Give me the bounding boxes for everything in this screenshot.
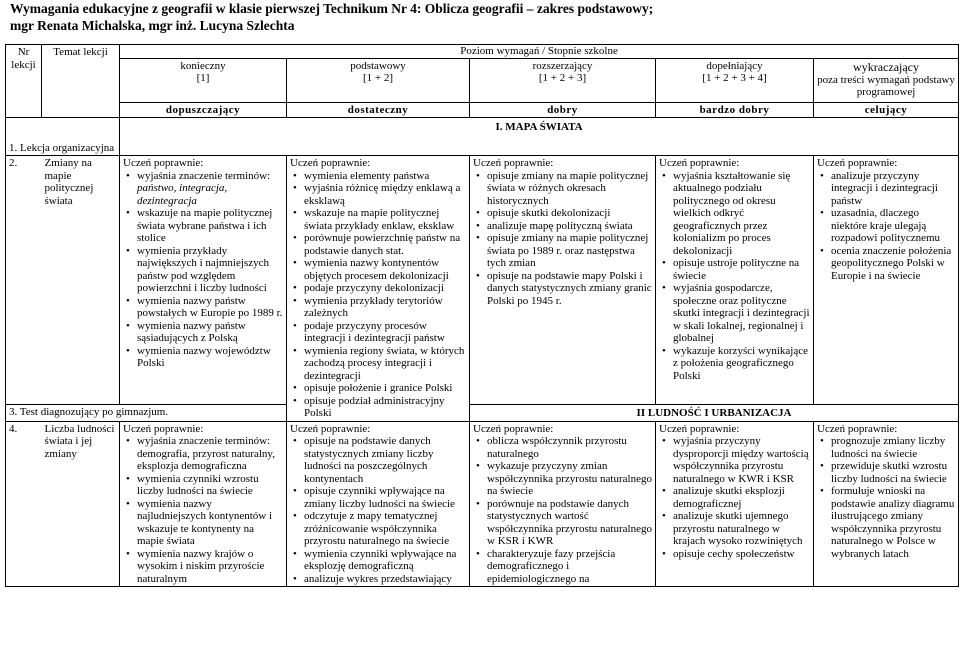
cell-intro: Uczeń poprawnie: (123, 422, 204, 435)
requirement-item: • wymienia nazwy kontynentów objętych procesem dekolonizacji (304, 257, 466, 282)
requirement-item: • przewiduje skutki wzrostu liczby ludności na świecie (831, 460, 955, 485)
requirement-item: • analizuje wykres przedstawiający (304, 573, 466, 586)
requirement-item: • wyjaśnia znaczenie terminów: państwo, integracja, dezintegracja (137, 170, 283, 208)
cell-intro: Uczeń poprawnie: (290, 422, 371, 435)
requirement-item: • opisuje cechy społeczeństw (673, 548, 810, 561)
lesson-3-row (6, 404, 959, 421)
l4-konieczny (120, 421, 287, 587)
requirement-item: • wymienia przykłady terytoriów zależnych (304, 295, 466, 320)
grade-dobry: dobry (470, 102, 656, 118)
requirement-item: • wskazuje na mapie politycznej świata wybrane państwa i ich stolice (137, 207, 283, 245)
cell-intro: Uczeń poprawnie: (290, 157, 371, 169)
lesson-1-row (6, 118, 959, 156)
requirement-item: • porównuje powierzchnię państw na podstawie danych stat. (304, 232, 466, 257)
level-wykraczajacy: wykraczający poza treści wymagań podstawy programowej (814, 58, 959, 102)
requirement-item: • wymienia regiony świata, w których zachodzą procesy integracji i dezintegracji (304, 345, 466, 383)
requirement-item: • wyjaśnia kształtowanie się aktualnego podziału politycznego od okresu wielkich odkryć geograficznych przez kolonializm po proces dekolonizacji (673, 170, 810, 258)
requirement-item: • opisuje położenie i granice Polski (304, 382, 466, 395)
requirement-item: • porównuje na podstawie danych statystycznych wartość współczynnika przyrostu naturalnego w KSR i KWR (487, 498, 652, 548)
cell-intro: Uczeń poprawnie: (659, 422, 740, 435)
section-title-map: I. MAPA ŚWIATA (120, 118, 959, 156)
lesson-1: 1. Lekcja organizacyjna (6, 118, 120, 156)
requirement-item: • wyjaśnia gospodarcze, społeczne oraz polityczne skutki integracji i dezintegracji w skali lokalnej, regionalnej i globalnej (673, 282, 810, 345)
requirement-item: • wymienia elementy państwa (304, 170, 466, 183)
requirement-item: • wymienia czynniki wpływające na eksplozję demograficzną (304, 548, 466, 573)
grade-celujacy: celujący (814, 102, 959, 118)
requirement-item: • uzasadnia, dlaczego niektóre kraje ulegają rozpadowi politycznemu (831, 207, 955, 245)
requirement-item: • opisuje czynniki wpływające na zmiany liczby ludności na świecie (304, 485, 466, 510)
requirement-item: • oblicza współczynnik przyrostu naturalnego (487, 435, 652, 460)
requirement-item: • wykazuje korzyści wynikające z położenia geograficznego Polski (673, 345, 810, 383)
level-podstawowy: podstawowy [1 + 2] (287, 58, 470, 102)
grade-bardzo-dobry: bardzo dobry (656, 102, 814, 118)
l2-podstawowy (287, 156, 470, 422)
requirement-item: • wykazuje przyczyny zmian współczynnika przyrostu naturalnego na świecie (487, 460, 652, 498)
requirement-item: • analizuje przyczyny integracji i dezintegracji państw (831, 170, 955, 208)
requirement-item: • analizuje skutki eksplozji demograficznej (673, 485, 810, 510)
requirement-item: • opisuje na podstawie danych statystycznych zmiany liczby ludności na poszczególnych kontynentach (304, 435, 466, 485)
requirement-item: • charakteryzuje fazy przejścia demograficznego i epidemiologicznego na (487, 548, 652, 586)
requirement-item: • analizuje mapę polityczną świata (487, 220, 652, 233)
requirement-item: • podaje przyczyny procesów integracji i dezintegracji państw (304, 320, 466, 345)
requirement-item: • wymienia nazwy państw powstałych w Europie po 1989 r. (137, 295, 283, 320)
requirement-item: • wskazuje na mapie politycznej świata przykłady enklaw, eksklaw (304, 207, 466, 232)
cell-intro: Uczeń poprawnie: (123, 157, 204, 169)
l2-wykraczajacy (814, 156, 959, 405)
requirement-item: • wymienia czynniki wzrostu liczby ludności na świecie (137, 473, 283, 498)
l4-dopelniajacy (656, 421, 814, 587)
section-title-population: II LUDNOŚĆ I URBANIZACJA (470, 404, 959, 421)
requirement-item: • prognozuje zmiany liczby ludności na świecie (831, 435, 955, 460)
requirement-item: • opisuje ustroje polityczne na świecie (673, 257, 810, 282)
requirement-item: • opisuje podział administracyjny Polski (304, 395, 466, 420)
requirement-item: • podaje przyczyny dekolonizacji (304, 282, 466, 295)
cell-intro: Uczeń poprawnie: (817, 157, 898, 169)
lesson-3: 3. Test diagnozujący po gimnazjum. (6, 404, 287, 421)
requirement-item: • ocenia znaczenie położenia geopolitycznego Polski w Europie i na świecie (831, 245, 955, 283)
l4-wykraczajacy (814, 421, 959, 587)
cell-intro: Uczeń poprawnie: (473, 157, 554, 169)
cell-intro: Uczeń poprawnie: (817, 422, 898, 435)
requirement-item: • opisuje skutki dekolonizacji (487, 207, 652, 220)
level-dopelniajacy: dopełniający [1 + 2 + 3 + 4] (656, 58, 814, 102)
header-nr: Nr lekcji (6, 45, 42, 118)
l2-dopelniajacy (656, 156, 814, 405)
requirement-item: • formułuje wnioski na podstawie analizy diagramu ilustrującego zmiany współczynnika przyrostu naturalnego w Polsce w wybranych latach (831, 485, 955, 560)
l2-rozszerzajacy (470, 156, 656, 405)
requirement-item: • wymienia nazwy województw Polski (137, 345, 283, 370)
requirement-item: • analizuje skutki ujemnego przyrostu naturalnego w krajach wysoko rozwiniętych (673, 510, 810, 548)
lesson-2-row (6, 156, 959, 405)
l4-rozszerzajacy (470, 421, 656, 587)
header-row-levels (6, 58, 959, 102)
requirement-item: • wyjaśnia różnicę między enklawą a eksklawą (304, 182, 466, 207)
requirements-table (5, 44, 959, 587)
requirement-item: • odczytuje z mapy tematycznej zróżnicowanie współczynnika przyrostu naturalnego na świecie (304, 510, 466, 548)
grade-dopuszczajacy: dopuszczający (120, 102, 287, 118)
level-konieczny: konieczny [1] (120, 58, 287, 102)
header-row-grades (6, 102, 959, 118)
heading-line-1: Wymagania edukacyjne z geografii w klasie pierwszej Technikum Nr 4: Oblicza geografii – zakres podstawowy; (10, 1, 654, 16)
l2-konieczny (120, 156, 287, 405)
lesson-2-title: Zmiany na mapie politycznej świata (42, 156, 120, 405)
level-rozszerzajacy: rozszerzający [1 + 2 + 3] (470, 58, 656, 102)
header-poziom: Poziom wymagań / Stopnie szkolne (120, 45, 959, 59)
document-heading (10, 0, 950, 34)
requirement-item: • wyjaśnia przyczyny dysproporcji między wartością współczynnika przyrostu naturalnego w KWR i KSR (673, 435, 810, 485)
requirement-item: • wymienia nazwy najludniejszych kontynentów i wskazuje te kontynenty na mapie świata (137, 498, 283, 548)
lesson-4-title: Liczba ludności świata i jej zmiany (42, 421, 120, 587)
header-temat: Temat lekcji (42, 45, 120, 118)
requirement-item: • opisuje na podstawie mapy Polski i danych statystycznych zmiany granic Polski po 1945 r. (487, 270, 652, 308)
requirement-item: • wymienia nazwy krajów o wysokim i niskim przyroście naturalnym (137, 548, 283, 586)
lesson-2-number: 2. (6, 156, 42, 405)
requirement-item: • wymienia przykłady największych i najmniejszych państw pod względem powierzchni i liczby ludności (137, 245, 283, 295)
lesson-4-row (6, 421, 959, 587)
cell-intro: Uczeń poprawnie: (473, 422, 554, 435)
requirement-item: • wyjaśnia znaczenie terminów: demografia, przyrost naturalny, eksplozja demograficzna (137, 435, 283, 473)
requirement-item: • wymienia nazwy państw sąsiadujących z Polską (137, 320, 283, 345)
heading-line-2: mgr Renata Michalska, mgr inż. Lucyna Szlechta (10, 18, 295, 33)
l4-podstawowy (287, 421, 470, 587)
header-row-top (6, 45, 959, 59)
grade-dostateczny: dostateczny (287, 102, 470, 118)
lesson-4-number: 4. (6, 421, 42, 587)
requirement-item: • opisuje zmiany na mapie politycznej świata po 1989 r. oraz następstwa tych zmian (487, 232, 652, 270)
requirement-item: • opisuje zmiany na mapie politycznej świata w różnych okresach historycznych (487, 170, 652, 208)
cell-intro: Uczeń poprawnie: (659, 157, 740, 169)
